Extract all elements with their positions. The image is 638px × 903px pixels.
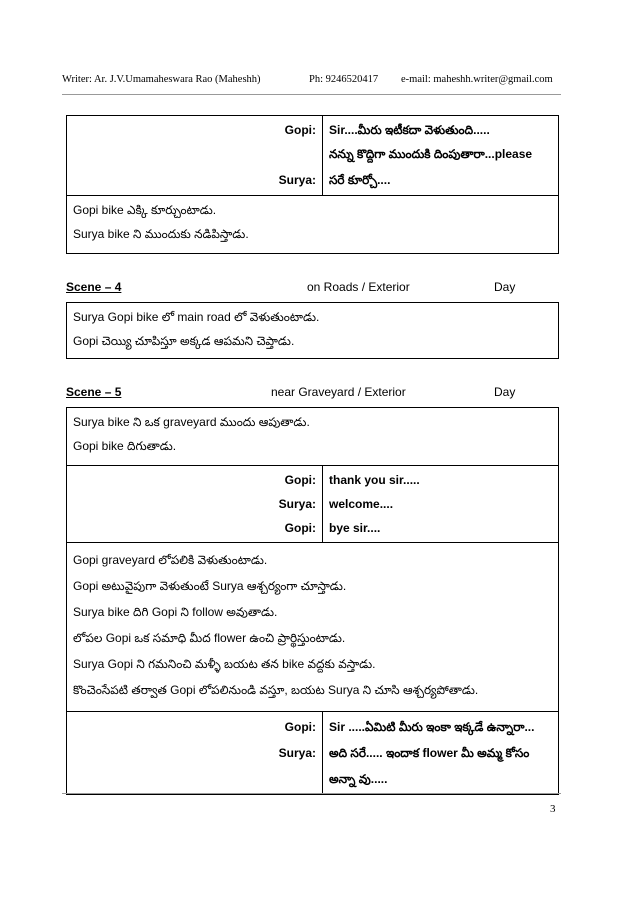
action-line: Gopi bike దిగుతాడు. bbox=[73, 439, 177, 453]
speaker-label: Surya: bbox=[278, 173, 316, 187]
scene-heading bbox=[66, 280, 559, 298]
action-line: లోపల Gopi ఒక సమాధి మీద flower ఉంచి ప్రార్థిస్తుంటాడు. bbox=[73, 631, 346, 645]
dialogue-line: సరే కూర్చో.... bbox=[329, 173, 391, 187]
scene-table bbox=[66, 407, 559, 795]
dialogue-row bbox=[67, 465, 558, 542]
speaker-label: Surya: bbox=[278, 497, 316, 511]
scene-action-table bbox=[66, 302, 559, 359]
speaker-label: Gopi: bbox=[284, 123, 316, 137]
page-number: 3 bbox=[550, 803, 556, 815]
dialogue-line: Sir .....ఏమిటి మీరు ఇంకా ఇక్కడే ఉన్నారా... bbox=[329, 720, 535, 734]
speaker-label: Surya: bbox=[278, 746, 316, 760]
action-line: Surya bike ని ముందుకు నడిపిస్తాడు. bbox=[73, 227, 249, 241]
header-rule bbox=[62, 94, 561, 95]
speaker-label: Gopi: bbox=[284, 720, 316, 734]
action-line: Gopi graveyard లోపలికి వెళుతుంటాడు. bbox=[73, 553, 268, 567]
scene-time: Day bbox=[494, 280, 516, 294]
dialogue-row bbox=[67, 711, 558, 794]
dialogue-line: bye sir.... bbox=[329, 521, 381, 535]
speaker-column bbox=[67, 466, 323, 542]
dialogue-line: అది సరే..... ఇందాక flower మీ అమ్మ కోసం bbox=[329, 746, 530, 760]
action-line: Surya Gopi bike లో main road లో వెళుతుంటాడు. bbox=[73, 310, 320, 324]
scene-heading bbox=[66, 385, 559, 403]
scene-continuation-table bbox=[66, 115, 559, 254]
dialogue-line: welcome.... bbox=[329, 497, 394, 511]
action-cell bbox=[67, 408, 558, 465]
action-cell bbox=[67, 542, 558, 711]
speaker-column bbox=[67, 116, 323, 195]
action-line: Surya Gopi ని గమనించి మళ్ళీ బయట తన bike వద్దకు వస్తాడు. bbox=[73, 657, 376, 671]
scene-time: Day bbox=[494, 385, 516, 399]
dialogue-column bbox=[323, 712, 558, 794]
phone-number: Ph: 9246520417 bbox=[309, 74, 379, 85]
action-line: Gopi అటువైపుగా వెళుతుంటే Surya ఆశ్చర్యంగా చూస్తాడు. bbox=[73, 579, 347, 593]
speaker-label: Gopi: bbox=[284, 521, 316, 535]
action-line: Gopi చెయ్యి చూపిస్తూ అక్కడ ఆపమని చెప్తాడు. bbox=[73, 334, 295, 348]
scene-location: on Roads / Exterior bbox=[307, 280, 410, 294]
action-cell bbox=[67, 303, 558, 353]
scene-number: Scene – 4 bbox=[66, 280, 122, 294]
dialogue-column bbox=[323, 466, 558, 542]
dialogue-row bbox=[67, 116, 558, 195]
author-info: Writer: Ar. J.V.Umamaheswara Rao (Maheshh) bbox=[62, 74, 261, 85]
scene-location: near Graveyard / Exterior bbox=[271, 385, 406, 399]
dialogue-column bbox=[323, 116, 558, 195]
email-address: e-mail: maheshh.writer@gmail.com bbox=[401, 74, 553, 85]
footer-rule bbox=[62, 793, 561, 794]
speaker-label: Gopi: bbox=[284, 473, 316, 487]
dialogue-line: thank you sir..... bbox=[329, 473, 420, 487]
action-line: Surya bike దిగి Gopi ని follow అవుతాడు. bbox=[73, 605, 278, 619]
action-line: కొంచెంసేపటి తర్వాత Gopi లోపలినుండి వస్తూ, బయట Surya ని చూసి ఆశ్చర్యపోతాడు. bbox=[73, 683, 479, 697]
dialogue-line: నన్ను కొద్దిగా ముందుకి దింపుతారా...please bbox=[329, 147, 533, 161]
action-line: Surya bike ని ఒక graveyard ముందు ఆపుతాడు. bbox=[73, 415, 310, 429]
scene-number: Scene – 5 bbox=[66, 385, 122, 399]
action-line: Gopi bike ఎక్కి కూర్చుంటాడు. bbox=[73, 203, 217, 217]
speaker-column bbox=[67, 712, 323, 794]
dialogue-line: Sir....మీరు ఇటీకదా వెళుతుంది..... bbox=[329, 123, 490, 137]
dialogue-line: అన్నా వు..... bbox=[329, 772, 388, 786]
action-cell bbox=[67, 195, 558, 253]
